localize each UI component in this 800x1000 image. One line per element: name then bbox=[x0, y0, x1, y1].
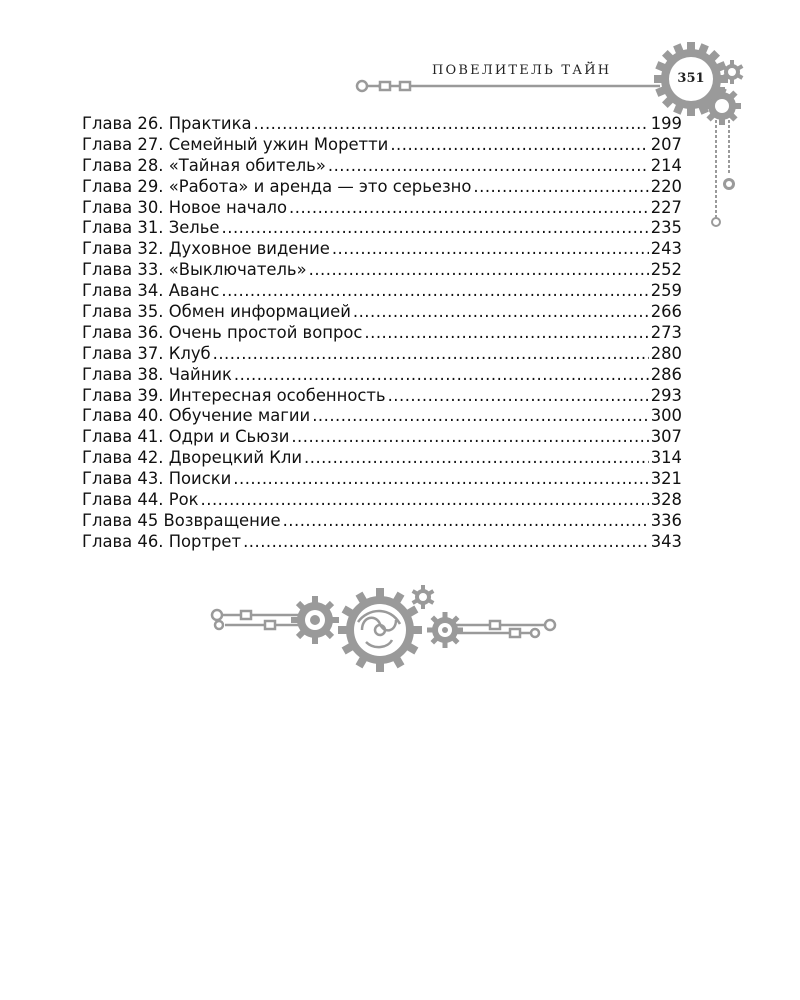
dot-leader bbox=[328, 156, 649, 177]
toc-entry bbox=[82, 386, 682, 407]
toc-entry-title: Глава 46. Портрет bbox=[82, 531, 242, 551]
toc-entry bbox=[82, 302, 682, 323]
toc-entry-page: 214 bbox=[650, 155, 682, 175]
dot-leader bbox=[213, 344, 649, 365]
running-header-title: ПОВЕЛИТЕЛЬ ТАЙН bbox=[432, 63, 612, 78]
dot-leader bbox=[234, 365, 649, 386]
toc-entry bbox=[82, 239, 682, 260]
toc-entry-title: Глава 36. Очень простой вопрос bbox=[82, 322, 363, 342]
toc-entry bbox=[82, 427, 682, 448]
dot-leader bbox=[332, 239, 649, 260]
dot-leader bbox=[304, 448, 649, 469]
toc-entry-page: 314 bbox=[650, 448, 682, 468]
table-of-contents bbox=[82, 114, 682, 553]
toc-entry-title: Глава 32. Духовное видение bbox=[82, 239, 330, 259]
toc-entry-title: Глава 29. «Работа» и аренда — это серьезно bbox=[82, 176, 472, 196]
dot-leader bbox=[353, 302, 649, 323]
dot-leader bbox=[309, 260, 649, 281]
toc-entry bbox=[82, 114, 682, 135]
toc-entry-title: Глава 45 Возвращение bbox=[82, 510, 281, 530]
toc-entry bbox=[82, 532, 682, 553]
dot-leader bbox=[473, 177, 648, 198]
toc-entry-title: Глава 26. Практика bbox=[82, 114, 252, 133]
toc-entry-title: Глава 40. Обучение магии bbox=[82, 406, 311, 426]
toc-entry-page: 227 bbox=[650, 197, 682, 217]
page-number: 351 bbox=[677, 71, 705, 86]
steampunk-gears-icon bbox=[205, 585, 565, 680]
dot-leader bbox=[312, 406, 649, 427]
toc-entry bbox=[82, 511, 682, 532]
toc-entry-page: 252 bbox=[650, 260, 682, 280]
dot-leader bbox=[222, 218, 649, 239]
toc-entry-title: Глава 37. Клуб bbox=[82, 343, 211, 363]
toc-entry-page: 293 bbox=[650, 385, 682, 405]
toc-entry-page: 336 bbox=[650, 510, 682, 530]
dot-leader bbox=[201, 490, 649, 511]
toc-entry bbox=[82, 365, 682, 386]
toc-entry-title: Глава 42. Дворецкий Кли bbox=[82, 448, 303, 468]
toc-entry-page: 286 bbox=[650, 364, 682, 384]
toc-entry-title: Глава 28. «Тайная обитель» bbox=[82, 155, 326, 175]
dot-leader bbox=[364, 323, 648, 344]
toc-entry bbox=[82, 135, 682, 156]
toc-entry-page: 321 bbox=[650, 469, 682, 489]
toc-entry-title: Глава 44. Рок bbox=[82, 490, 199, 510]
toc-entry-page: 199 bbox=[650, 114, 682, 133]
dot-leader bbox=[243, 532, 649, 553]
toc-entry bbox=[82, 323, 682, 344]
toc-entry-page: 266 bbox=[650, 302, 682, 322]
toc-entry-title: Глава 41. Одри и Сьюзи bbox=[82, 427, 290, 447]
toc-entry bbox=[82, 469, 682, 490]
toc-entry bbox=[82, 260, 682, 281]
toc-entry-page: 307 bbox=[650, 427, 682, 447]
toc-entry-title: Глава 31. Зелье bbox=[82, 218, 220, 238]
toc-entry-page: 280 bbox=[650, 343, 682, 363]
toc-entry-page: 243 bbox=[650, 239, 682, 259]
toc-entry-page: 259 bbox=[650, 281, 682, 301]
toc-entry bbox=[82, 198, 682, 219]
dot-leader bbox=[221, 281, 648, 302]
toc-entry bbox=[82, 344, 682, 365]
toc-entry-title: Глава 35. Обмен информацией bbox=[82, 302, 351, 322]
dot-leader bbox=[388, 386, 649, 407]
toc-entry bbox=[82, 490, 682, 511]
toc-entry bbox=[82, 218, 682, 239]
toc-entry-title: Глава 30. Новое начало bbox=[82, 197, 288, 217]
dot-leader bbox=[233, 469, 648, 490]
toc-entry-title: Глава 39. Интересная особенность bbox=[82, 385, 386, 405]
toc-entry bbox=[82, 448, 682, 469]
toc-entry-page: 328 bbox=[650, 490, 682, 510]
dot-leader bbox=[289, 198, 649, 219]
toc-entry-page: 207 bbox=[650, 134, 682, 154]
toc-entry-title: Глава 43. Поиски bbox=[82, 469, 232, 489]
toc-entry-page: 343 bbox=[650, 531, 682, 551]
toc-entry bbox=[82, 406, 682, 427]
dot-leader bbox=[390, 135, 648, 156]
toc-entry-page: 235 bbox=[650, 218, 682, 238]
toc-entry-title: Глава 38. Чайник bbox=[82, 364, 232, 384]
toc-entry bbox=[82, 177, 682, 198]
toc-entry-title: Глава 33. «Выключатель» bbox=[82, 260, 307, 280]
dot-leader bbox=[283, 511, 649, 532]
lower-gear-icon bbox=[703, 87, 741, 125]
toc-entry-page: 273 bbox=[650, 322, 682, 342]
toc-entry-page: 220 bbox=[650, 176, 682, 196]
dot-leader bbox=[291, 427, 648, 448]
toc-entry bbox=[82, 281, 682, 302]
toc-entry-page: 300 bbox=[650, 406, 682, 426]
toc-entry-title: Глава 34. Аванс bbox=[82, 281, 220, 301]
dot-leader bbox=[254, 114, 649, 135]
toc-entry bbox=[82, 156, 682, 177]
toc-entry-title: Глава 27. Семейный ужин Моретти bbox=[82, 134, 389, 154]
